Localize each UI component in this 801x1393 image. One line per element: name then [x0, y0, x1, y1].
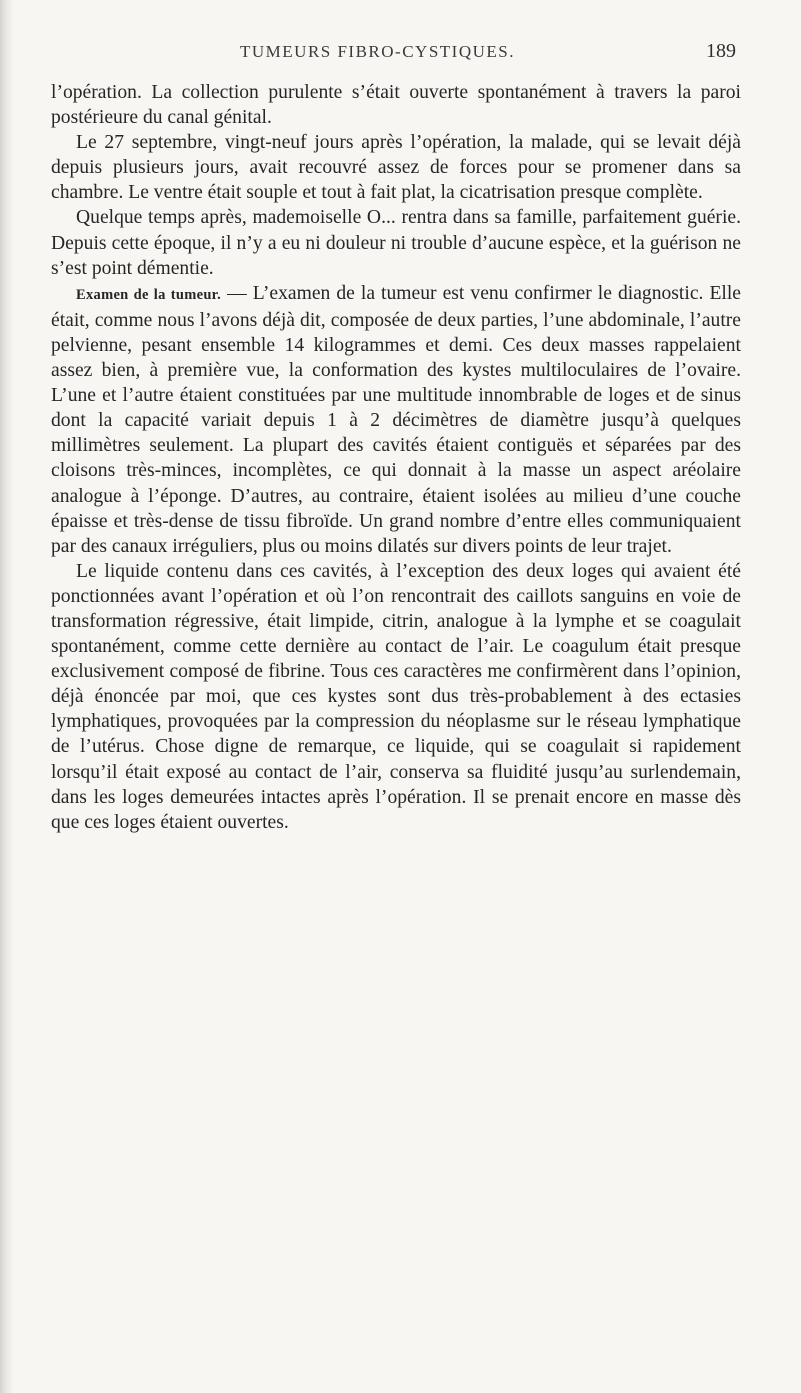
body-text [51, 80, 741, 835]
paragraph-tumor-exam-text: — L’examen de la tumeur est venu confirmer le diagnostic. Elle était, comme nous l’avons déjà dit, composée de deux parties, l’une abdominale, l’autre pelvienne, pesant ensemble 14 kilogrammes et demi. Ces deux masses rappelaient assez bien, à première vue, la conformation des kystes multiloculaires de l’ovaire. L’une et l’autre étaient constituées par une multitude innombrable de loges et de sinus dont la capacité variait depuis 1 à 2 décimètres de diamètre jusqu’à quelques millimètres seulement. La plupart des cavités étaient contiguës et séparées par des cloisons très-minces, incomplètes, ce qui donnait à la masse un aspect aréolaire analogue à l’éponge. D’autres, au contraire, étaient isolées au milieu d’une couche épaisse et très-dense de tissu fibroïde. Un grand nombre d’entre elles communiquaient par des canaux irréguliers, plus ou moins dilatés sur divers points de leur trajet. [51, 282, 741, 557]
paragraph-continuation: l’opération. La collection purulente s’était ouverte spontanément à travers la paroi postérieure du canal génital. [51, 82, 741, 129]
paragraph-recovery: Quelque temps après, mademoiselle O... rentra dans sa famille, parfaitement guérie. Depuis cette époque, il n’y a eu ni douleur ni trouble d’aucune espèce, et la guérison ne s’est point démentie. [51, 207, 741, 279]
section-heading: Examen de la tumeur. [76, 286, 222, 303]
paragraph-liquid: Le liquide contenu dans ces cavités, à l’exception des deux loges qui avaient été ponctionnées avant l’opération et où l’on rencontrait des caillots sanguins en voie de transformation régressive, était limpide, citrin, analogue à la lymphe et se coagulait spontanément, comme cette dernière au contact de l’air. Le coagulum était presque exclusivement composé de fibrine. Tous ces caractères me confirmèrent dans l’opinion, déjà énoncée par moi, que ces kystes sont dus très-probablement à des ectasies lymphatiques, provoquées par la compression du néoplasme sur le réseau lymphatique de l’utérus. Chose digne de remarque, ce liquide, qui se coagulait si rapidement lorsqu’il était exposé au contact de l’air, conserva sa fluidité jusqu’au surlendemain, dans les loges demeurées intactes après l’opération. Il se prenait encore en masse dès que ces loges étaient ouvertes. [51, 560, 741, 833]
page-number: 189 [706, 40, 736, 62]
page-binding-edge [0, 0, 14, 1393]
running-title: TUMEURS FIBRO-CYSTIQUES. [240, 42, 515, 61]
paragraph-convalescence: Le 27 septembre, vingt-neuf jours après l’opération, la malade, qui se levait déjà depuis plusieurs jours, avait recouvré assez de forces pour se promener dans sa chambre. Le ventre était souple et tout à fait plat, la cicatrisation presque complète. [51, 132, 741, 204]
paragraph-tumor-exam [51, 281, 741, 559]
running-head [60, 42, 740, 72]
